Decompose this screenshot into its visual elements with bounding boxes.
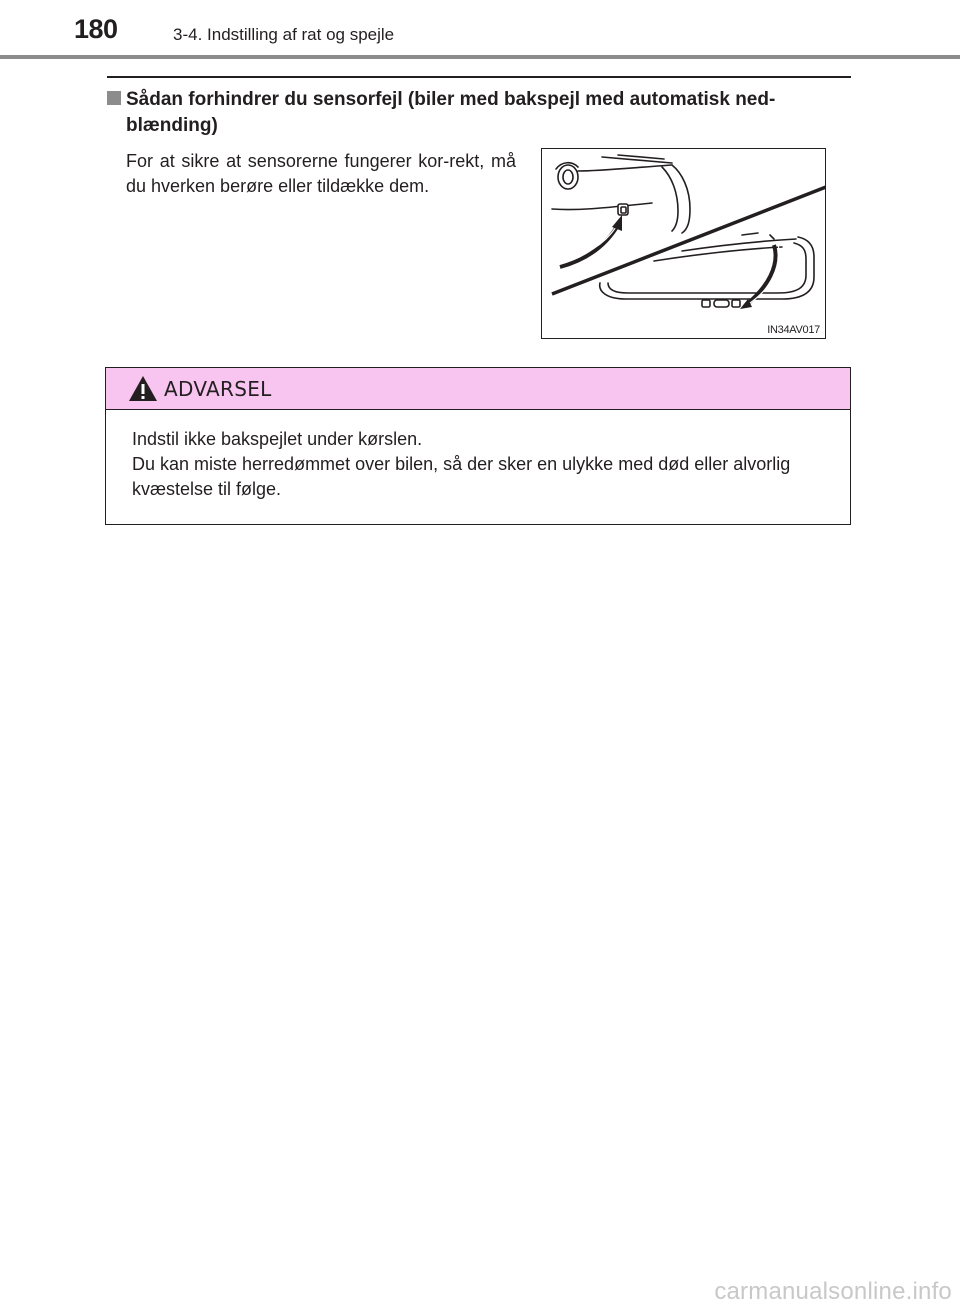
- section-heading-line1: Sådan forhindrer du sensorfejl (biler med bakspejl med automatisk ned-: [126, 89, 776, 110]
- warning-line-2: Du kan miste herredømmet over bilen, så der sker en ulykke med død eller alvorlig kvæstelse til følge.: [132, 454, 791, 499]
- section-heading: [107, 87, 853, 139]
- warning-triangle-icon: [128, 375, 158, 402]
- warning-line-1: Indstil ikke bakspejlet under kørslen.: [132, 429, 423, 449]
- page-number: 180: [74, 14, 118, 44]
- watermark: carmanualsonline.info: [714, 1278, 952, 1305]
- mirror-sensor-figure: [541, 148, 826, 339]
- warning-body: [132, 427, 842, 502]
- figure-code: IN34AV017: [767, 324, 820, 336]
- warning-header: [106, 368, 850, 410]
- section-body: For at sikre at sensorerne fungerer kor-rekt, må du hverken berøre eller tildække dem.: [126, 151, 516, 196]
- section-marker-icon: [107, 91, 121, 105]
- header-rule: [0, 55, 960, 59]
- rearview-mirror-illustration: [542, 149, 825, 338]
- section-heading-line2: blænding): [126, 115, 218, 136]
- warning-title: ADVARSEL: [164, 377, 272, 401]
- chapter-title: 3-4. Indstilling af rat og spejle: [173, 25, 395, 44]
- warning-box: [105, 367, 851, 525]
- page-header: [0, 0, 960, 60]
- section-rule: [107, 76, 851, 78]
